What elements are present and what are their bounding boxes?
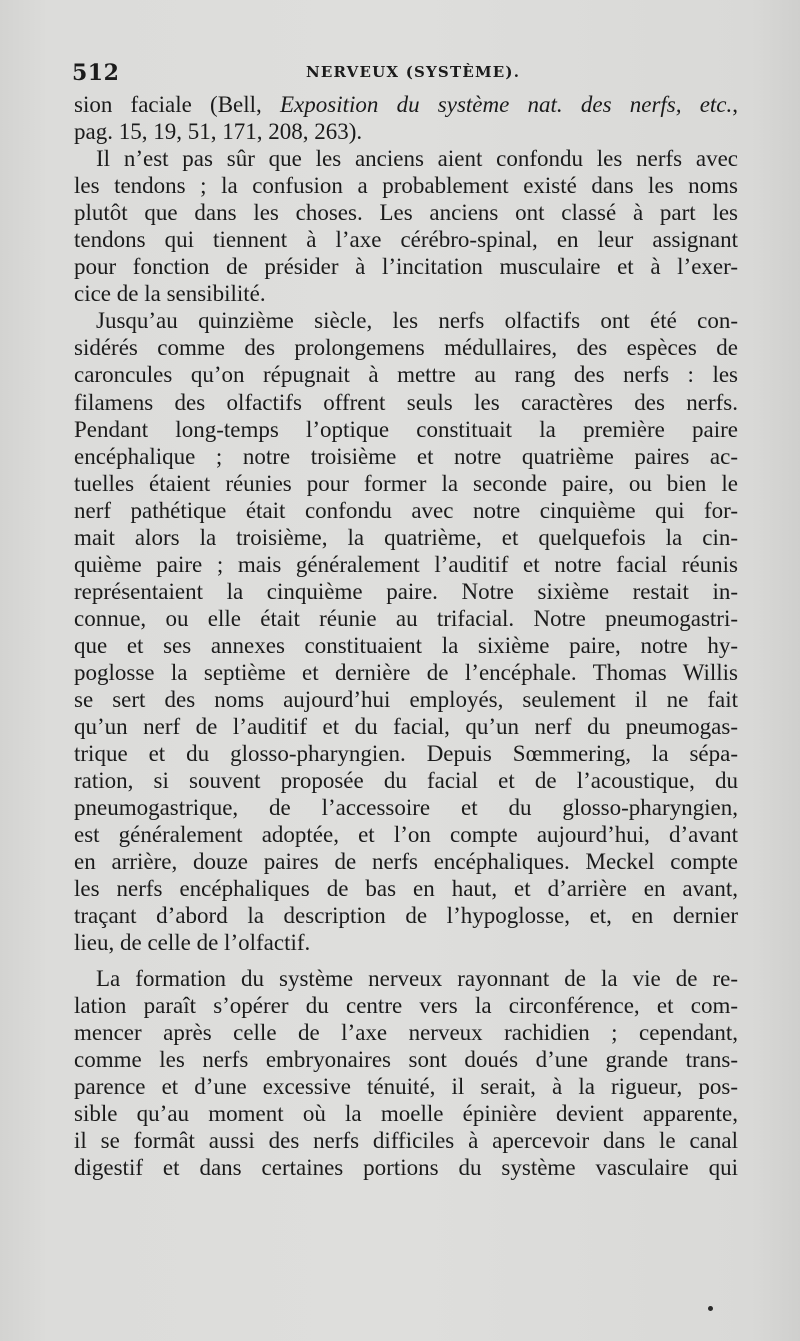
text-line	[74, 713, 738, 740]
text-run: cice de la sensibilité.	[74, 281, 266, 307]
text-run: qu’un nerf de l’auditif et du facial, qu’un nerf du pneumogas-	[74, 714, 738, 740]
text-line	[74, 118, 738, 145]
text-line	[74, 659, 738, 686]
text-line	[74, 1100, 738, 1127]
italic-title: Exposition du système nat. des nerfs, etc.	[279, 92, 733, 117]
text-run: ,	[732, 92, 738, 117]
text-run: pneumogastrique, de l’accessoire et du glosso-pharyngien,	[74, 795, 738, 821]
text-line	[74, 821, 738, 848]
text-line	[74, 686, 738, 713]
text-run: encéphalique ; notre troisième et notre quatrième paires ac-	[74, 443, 738, 469]
text-line	[74, 524, 738, 551]
text-line	[74, 578, 738, 605]
text-line	[74, 992, 738, 1019]
text-run: en arrière, douze paires de nerfs encéphaliques. Meckel compte	[74, 849, 738, 875]
text-line	[74, 1127, 738, 1154]
text-run: est généralement adoptée, et l’on compte aujourd’hui, d’avant	[74, 822, 738, 848]
text-line	[74, 740, 738, 767]
text-run: connue, ou elle était réunie au trifacial. Notre pneumogastri-	[74, 605, 738, 631]
page-header	[72, 60, 542, 94]
text-run: lation paraît s’opérer du centre vers la circonférence, et com-	[74, 992, 738, 1018]
text-run: Jusqu’au quinzième siècle, les nerfs olfactifs ont été con-	[96, 308, 738, 334]
text-run: sible qu’au moment où la moelle épinière devient apparente,	[74, 1100, 738, 1126]
text-line	[74, 767, 738, 794]
text-line	[74, 605, 738, 632]
text-run: traçant d’abord la description de l’hypoglosse, et, en dernier	[74, 903, 738, 929]
paragraph	[74, 307, 738, 956]
text-line	[74, 253, 738, 280]
running-head: NERVEUX (SYSTÈME).	[306, 63, 521, 81]
paragraph	[74, 965, 738, 1181]
text-run: se sert des noms aujourd’hui employés, seulement il ne fait	[74, 687, 738, 713]
text-run: mait alors la troisième, la quatrième, et quelquefois la cin-	[74, 524, 738, 550]
text-line	[74, 307, 738, 334]
text-line	[74, 1019, 738, 1046]
text-line	[74, 389, 738, 416]
text-line	[74, 443, 738, 470]
text-run: comme les nerfs embryonaires sont doués d’une grande trans-	[74, 1046, 738, 1072]
page-number: 512	[72, 60, 120, 86]
text-run: pag. 15, 19, 51, 171, 208, 263).	[74, 119, 363, 145]
text-line	[74, 226, 738, 253]
text-line	[74, 551, 738, 578]
text-run: quième paire ; mais généralement l’auditif et notre facial réunis	[74, 551, 738, 577]
text-line	[74, 280, 738, 307]
text-run: pour fonction de présider à l’incitation musculaire et à l’exer-	[74, 254, 738, 280]
text-run: nerf pathétique était confondu avec notre cinquième qui for-	[74, 497, 738, 523]
text-run: Il n’est pas sûr que les anciens aient confondu les nerfs avec	[96, 146, 738, 172]
text-run: représentaient la cinquième paire. Notre sixième restait in-	[74, 578, 738, 604]
text-line	[74, 1154, 738, 1181]
text-line	[74, 794, 738, 821]
text-line	[74, 91, 738, 118]
text-run: sion faciale (Bell,	[74, 92, 280, 117]
text-line	[74, 965, 738, 992]
text-line	[74, 497, 738, 524]
ink-speck	[708, 1306, 713, 1311]
text-line	[74, 172, 738, 199]
text-run: sidérés comme des prolongemens médullaires, des espèces de	[74, 335, 738, 361]
text-run: parence et d’une excessive ténuité, il serait, à la rigueur, pos-	[74, 1073, 738, 1099]
text-run: que et ses annexes constituaient la sixième paire, notre hy-	[74, 632, 738, 658]
text-run: les nerfs encéphaliques de bas en haut, et d’arrière en avant,	[74, 876, 738, 902]
text-line	[74, 470, 738, 497]
paragraph	[74, 145, 738, 307]
text-run: caroncules qu’on répugnait à mettre au rang des nerfs : les	[74, 362, 738, 388]
text-line	[74, 848, 738, 875]
text-line	[74, 875, 738, 902]
text-line	[74, 145, 738, 172]
text-run: ration, si souvent proposée du facial et de l’acoustique, du	[74, 768, 738, 794]
text-run: poglosse la septième et dernière de l’encéphale. Thomas Willis	[74, 659, 738, 685]
text-run: tendons qui tiennent à l’axe cérébro-spinal, en leur assignant	[74, 227, 738, 253]
text-line	[74, 334, 738, 361]
text-run: mencer après celle de l’axe nerveux rachidien ; cependant,	[74, 1019, 738, 1045]
text-run: filamens des olfactifs offrent seuls les caractères des nerfs.	[74, 389, 738, 415]
paragraph-gap	[74, 957, 738, 965]
text-line	[74, 416, 738, 443]
paragraph	[74, 91, 738, 145]
text-run: Pendant long-temps l’optique constituait la première paire	[74, 416, 738, 442]
body-text	[74, 91, 738, 1181]
text-line	[74, 199, 738, 226]
text-run: plutôt que dans les choses. Les anciens ont classé à part les	[74, 200, 738, 226]
text-run: tuelles étaient réunies pour former la seconde paire, ou bien le	[74, 470, 738, 496]
text-run: lieu, de celle de l’olfactif.	[74, 930, 311, 956]
text-line	[74, 902, 738, 929]
text-run: trique et du glosso-pharyngien. Depuis Sœmmering, la sépa-	[74, 741, 738, 767]
text-run: les tendons ; la confusion a probablement existé dans les noms	[74, 173, 738, 199]
text-run: digestif et dans certaines portions du système vasculaire qui	[74, 1154, 738, 1180]
text-run: La formation du système nerveux rayonnant de la vie de re-	[96, 965, 738, 991]
text-line	[74, 632, 738, 659]
text-line	[74, 1073, 738, 1100]
text-run: il se formât aussi des nerfs difficiles à apercevoir dans le canal	[74, 1127, 738, 1153]
text-line	[74, 361, 738, 388]
text-line	[74, 1046, 738, 1073]
text-line	[74, 929, 738, 956]
